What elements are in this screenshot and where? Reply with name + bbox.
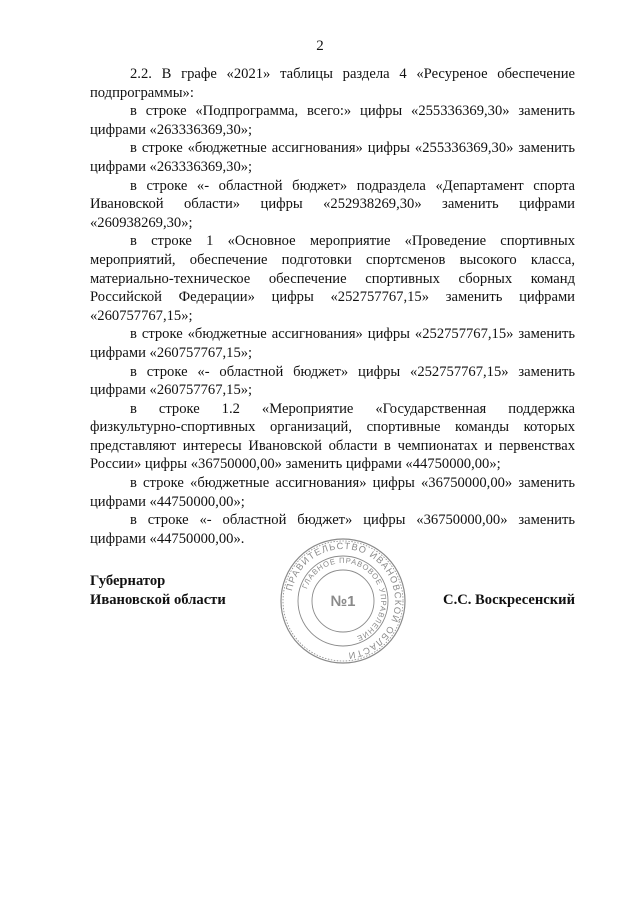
paragraph: в строке «- областной бюджет» подраздела «Департамент спорта Ивановской области» цифры «252938269,30» заменить цифрами «260938269,30»; [90,177,575,231]
paragraph: в строке «- областной бюджет» цифры «252757767,15» заменить цифрами «260757767,15»; [90,363,575,399]
paragraph: в строке «бюджетные ассигнования» цифры «36750000,00» заменить цифрами «44750000,00»; [90,475,575,510]
paragraph: в строке «бюджетные ассигнования» цифры «252757767,15» заменить цифрами «260757767,15»; [90,326,575,361]
paragraph: в строке «- областной бюджет» цифры «36750000,00» заменить цифрами «44750000,00». [90,512,575,547]
paragraph: 2.2. В графе «2021» таблицы раздела 4 «Ресуреное обеспечение подпрограммы»: [90,66,575,101]
signer-name: С.С. Воскресенский [443,592,575,608]
official-seal-stamp [278,536,408,666]
page-number: 2 [316,38,324,54]
seal-center-text: №1 [330,593,356,610]
paragraph: в строке 1.2 «Мероприятие «Государственная поддержка физкультурно-спортивных организаций, спортивные команды которых представляют интересы Ивановской области в чемпионатах и первенствах России» цифры «36750000,00» заменить цифрами «44750000,00»; [90,400,575,473]
signer-title [90,572,226,610]
paragraph: в строке «бюджетные ассигнования» цифры «255336369,30» заменить цифрами «263336369,30»; [90,140,575,175]
signer-title-line: Ивановской области [90,592,226,608]
seal-inner-text: ГЛАВНОЕ ПРАВОВОЕ УПРАВЛЕНИЕ [300,555,389,644]
paragraph: в строке 1 «Основное мероприятие «Проведение спортивных мероприятий, обеспечение подготовки спортсменов высокого класса, материально-техническое обеспечение спортивных сборных команд Российской Федерации» цифры «252757767,15» заменить цифрами «260757767,15»; [90,233,575,324]
paragraph: в строке «Подпрограмма, всего:» цифры «255336369,30» заменить цифрами «263336369,30»; [90,103,575,138]
seal-outer-text: ПРАВИТЕЛЬСТВО ИВАНОВСКОЙ ОБЛАСТИ [284,540,404,661]
signer-title-line: Губернатор [90,573,166,589]
document-body [90,65,575,548]
signature-block [90,540,575,682]
